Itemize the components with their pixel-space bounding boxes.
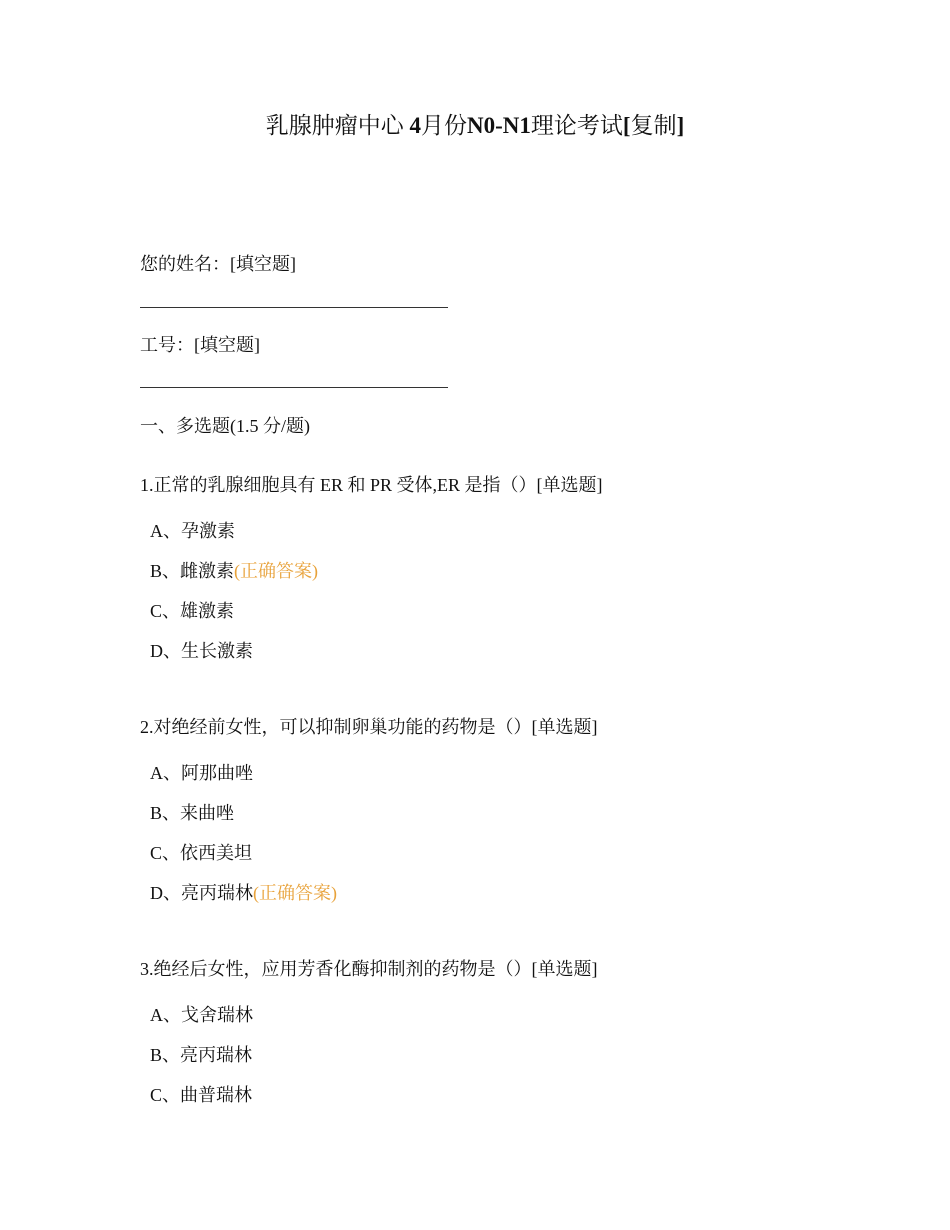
q1-option-b[interactable] xyxy=(150,558,318,584)
title-bracket-open: [ xyxy=(622,113,631,138)
q1-option-c[interactable]: C、雄激素 xyxy=(150,601,235,621)
field-type: [填空题] xyxy=(194,335,260,355)
q2-option-b[interactable]: B、来曲唑 xyxy=(150,803,235,823)
title-bracket-close: ] xyxy=(676,113,685,138)
q2-option-a[interactable]: A、阿那曲唑 xyxy=(150,763,253,783)
q2-option-c[interactable]: C、依西美坦 xyxy=(150,843,253,863)
employee-id-field-label xyxy=(140,332,260,358)
employee-id-answer-line[interactable] xyxy=(140,387,448,388)
field-label: 工号： xyxy=(140,335,194,355)
q3-option-b[interactable]: B、亮丙瑞林 xyxy=(150,1045,253,1065)
question-1 xyxy=(140,472,603,498)
question-2 xyxy=(140,714,598,740)
title-exam: 理论考试 xyxy=(530,113,623,138)
q2-option-d[interactable] xyxy=(150,880,337,906)
section-heading: 一、多选题(1.5 分/题) xyxy=(140,416,310,436)
page-title xyxy=(0,108,950,144)
question-3 xyxy=(140,956,598,982)
field-type: [填空题] xyxy=(230,254,296,274)
option-text: D、亮丙瑞林 xyxy=(150,883,253,903)
correct-answer-mark: (正确答案) xyxy=(234,561,319,581)
correct-answer-mark: (正确答案) xyxy=(253,883,337,903)
question-type: [单选题] xyxy=(536,475,603,495)
title-copy: 复制 xyxy=(630,113,677,138)
question-type: [单选题] xyxy=(531,959,598,979)
title-text: 乳腺肿瘤中心 xyxy=(265,113,410,138)
title-month: 月份 xyxy=(421,113,467,138)
option-text: B、雌激素 xyxy=(150,561,235,581)
q3-option-c[interactable]: C、曲普瑞林 xyxy=(150,1085,253,1105)
name-answer-line[interactable] xyxy=(140,307,448,308)
question-text: 2.对绝经前女性，可以抑制卵巢功能的药物是（） xyxy=(140,717,532,737)
question-text: 1.正常的乳腺细胞具有 ER 和 PR 受体,ER 是指（） xyxy=(140,475,537,495)
title-number: 4 xyxy=(409,113,421,138)
title-level: N0-N1 xyxy=(467,113,531,138)
question-type: [单选题] xyxy=(531,717,598,737)
q3-option-a[interactable]: A、戈舍瑞林 xyxy=(150,1005,253,1025)
q1-option-d[interactable]: D、生长激素 xyxy=(150,641,253,661)
field-label: 您的姓名： xyxy=(140,254,230,274)
q1-option-a[interactable]: A、孕激素 xyxy=(150,521,235,541)
question-text: 3.绝经后女性，应用芳香化酶抑制剂的药物是（） xyxy=(140,959,532,979)
name-field-label xyxy=(140,251,296,277)
